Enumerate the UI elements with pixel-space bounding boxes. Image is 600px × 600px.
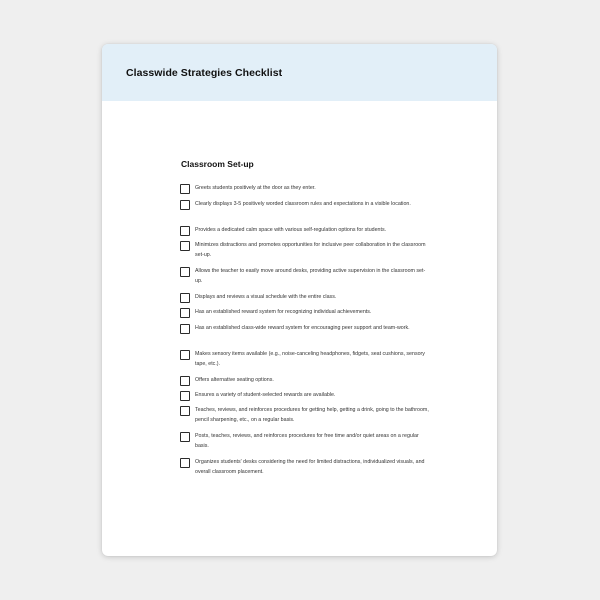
- checklist-item-text: Teaches, reviews, and reinforces procedures for getting help, getting a drink, going to the bathroom, pencil sharpening, etc., on a regular basis.: [195, 406, 429, 423]
- checklist-item: [180, 458, 430, 478]
- checklist-item-text: Organizes students' desks considering the need for limited distractions, individualized visuals, and overall classroom placement.: [195, 458, 425, 475]
- checkbox[interactable]: [180, 376, 190, 386]
- checklist-item: [180, 184, 430, 194]
- checklist-item: [180, 241, 430, 261]
- checkbox[interactable]: [180, 391, 190, 401]
- checkbox[interactable]: [180, 308, 190, 318]
- checklist-item-text: Has an established reward system for recognizing individual achievements.: [195, 308, 372, 315]
- checklist-item-text: Has an established class-wide reward system for encouraging peer support and team-work.: [195, 324, 410, 331]
- checkbox[interactable]: [180, 432, 190, 442]
- checkbox[interactable]: [180, 458, 190, 468]
- checkbox[interactable]: [180, 324, 190, 334]
- checklist-item-text: Provides a dedicated calm space with various self-regulation options for students.: [195, 226, 387, 233]
- checkbox[interactable]: [180, 293, 190, 303]
- header-band: [102, 44, 497, 101]
- checklist-item: [180, 267, 430, 287]
- checklist-item-text: Greets students positively at the door as they enter.: [195, 184, 316, 191]
- checklist-item: [180, 432, 430, 452]
- checkbox[interactable]: [180, 200, 190, 210]
- document-title: Classwide Strategies Checklist: [126, 66, 283, 79]
- checklist-item: [180, 226, 430, 236]
- checklist-item-text: Minimizes distractions and promotes opportunities for inclusive peer collaboration in the classroom set-up.: [195, 241, 426, 258]
- checklist-item-text: Makes sensory items available (e.g., noise-canceling headphones, fidgets, seat cushions, sensory tape, etc.).: [195, 350, 425, 367]
- checklist-item-text: Allows the teacher to easily move around desks, providing active supervision in the classroom set-up.: [195, 267, 426, 284]
- section-title: Classroom Set-up: [181, 159, 254, 169]
- checklist-item-text: Ensures a variety of student-selected rewards are available.: [195, 391, 336, 398]
- checklist-item-text: Displays and reviews a visual schedule with the entire class.: [195, 293, 337, 300]
- checklist-item: [180, 350, 430, 370]
- checkbox[interactable]: [180, 241, 190, 251]
- checklist-item-text: Posts, teaches, reviews, and reinforces procedures for free time and/or quiet areas on a regular basis.: [195, 432, 419, 449]
- checklist-item: [180, 200, 430, 210]
- checkbox[interactable]: [180, 350, 190, 360]
- document-page: [102, 44, 497, 556]
- checklist-item-text: Clearly displays 3-5 positively worded classroom rules and expectations in a visible location.: [195, 200, 411, 207]
- checklist-item: [180, 406, 430, 426]
- checklist-item: [180, 308, 430, 318]
- checkbox[interactable]: [180, 184, 190, 194]
- checkbox[interactable]: [180, 406, 190, 416]
- checkbox[interactable]: [180, 267, 190, 277]
- checklist-item: [180, 324, 430, 334]
- checklist-item: [180, 376, 430, 386]
- checkbox[interactable]: [180, 226, 190, 236]
- checklist-item: [180, 391, 430, 401]
- checklist-item: [180, 293, 430, 303]
- checklist-item-text: Offers alternative seating options.: [195, 376, 274, 383]
